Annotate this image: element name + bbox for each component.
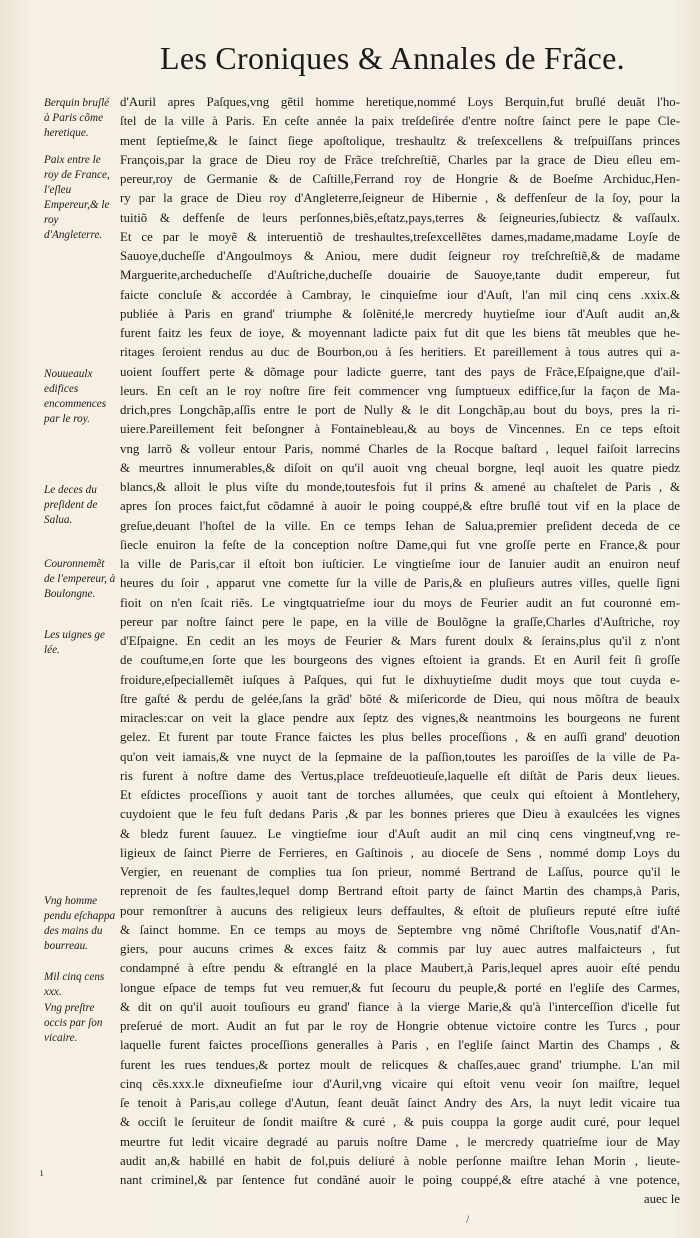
running-title: Les Croniques & Annales de Frãce. — [160, 40, 625, 76]
text-line: preſerué de mort. Audit an fut par le roy de Hongrie obtenue victoire contre les Turcs , pour — [120, 1019, 680, 1033]
text-line: & occiſt le ſeruiteur de ſondit maiſtre & curé , & puis couppa la gorge audit curé, pour lequel — [120, 1115, 680, 1130]
text-line: drich,pres Longchãp,aſſis entre le port de Nully & le dit Longchãp,au bout du boys, pres la ri- — [120, 403, 680, 417]
text-line: faicte concluſe & accordée à Cambray, le cinquieſme iour d'Auſt, l'an mil cinq cens .xxix.& — [120, 287, 680, 302]
text-line: ſiecle enuiron la feſte de la conception noſtre Dame,qui fut vne groſſe perte en France,& pour — [120, 537, 680, 552]
text-line: cuydoient que le feu fuſt dedans Paris ,& par les bonnes prieres que Dieu à exaulcées les vignes — [120, 807, 680, 822]
text-line: longue eſpace de temps fut veu remuer,& fut ſecouru du peuple,& porté en l'egliſe des Carmes, — [120, 980, 680, 995]
text-line: condampné à eſtre pendu & eſtranglé en la place Maubert,à Paris,lequel apres auoir eſté pendu — [120, 961, 680, 976]
text-line: nant criminel,& par ſentence fut condãné auoir le poing couppé,& eſtre ataché à vne potence, — [120, 1173, 680, 1187]
text-line: ſtre gaſté & perdu de gelée,ſans la grãd' bõté & miſericorde de Dieu, qui nous mõſtra de beaulx — [120, 691, 680, 706]
margin-note: Le deces du preſident de Salua. — [44, 484, 98, 526]
text-line: ris furent à noſtre dame des Vertus,place treſdeuotieuſe,laquelle eſt diſtãt de Paris deux lieues. — [120, 768, 680, 783]
text-line: audit an,& habillé en habit de fol,puis deliuré à noble perſonne maiſtre Iehan Morin , lieute- — [120, 1153, 680, 1168]
text-line: & meurtres innumerables,& diſoit on qu'il auoit vng cheual borgne, leql auoit les quatre piedz — [120, 460, 680, 475]
print-mark: ı — [40, 1165, 44, 1179]
margin-note: Les uignes ge lée. — [44, 629, 105, 656]
text-line: la ville de Paris,car il eſtoit bon iuſticier. Le vingtieſme iour de Ianuier audit an enuiron neuf — [120, 557, 680, 571]
text-line: ligieux de ſainct Pierre de Ferrieres, en Gaſtinois , au dioceſe de Sens , nommé domp Loys du — [120, 845, 680, 860]
text-line: cinq cẽs.xxx.le dixneufieſme iour d'Auril,vng vicaire qui eſtoit venu veoir ſon maiſtre, lequel — [120, 1076, 680, 1091]
text-line: furent les rues tendues,& portez moult de relicques & chaſſes,auec grand' triumphe. L'an mil — [120, 1057, 680, 1072]
text-line: publiée à Paris en grand' triumphe & ſolẽnité,le mercredy huytieſme iour d'Auſt audit an,& — [120, 306, 680, 321]
text-line: d'Auril apres Paſques,vng gẽtil homme heretique,nommé Loys Berquin,fut bruſlé deuãt l'ho- — [120, 95, 680, 109]
text-line: furent faitz les feux de ioye, & moyennant ladicte paix fut dit que les biens tãt meubles que he- — [120, 326, 680, 340]
text-line: pour remonſtrer à aucuns des religieux leurs deffaultes, & eſtoit de pluſieurs reputé eſtre iuſté — [120, 903, 680, 918]
text-line: fioit on n'en ſcait riẽs. Le vingtquatrieſme iour du moys de Feurier audit an fut couronné em- — [120, 595, 680, 610]
margin-note: Berquin bruſlé à Paris cõme heretique. — [44, 97, 110, 139]
text-line: pereur par noſtre ſainct pere le pape, en la ville de Boulõgne la graſſe,Charles d'Auſtriche, roy — [120, 614, 680, 629]
text-line: meurtre fut ledit vicaire degradé au paruis noſtre Dame , le mercredy quatrieſme iour de May — [120, 1134, 680, 1149]
text-line: heures du ſoir , apparut vne comette ſur la ville de Paris,& en pluſieurs autres villes, quelle ſigni — [120, 576, 680, 591]
margin-note: Vng homme pendu eſchappa des mains du bourreau. — [44, 895, 116, 952]
text-line: uiere.Pareillement feit beſongner à Fontainebleau,& au boys de Vincennes. En ce teps eſtoit — [120, 422, 680, 437]
text-line: qu'on veit iamais,& vne nuyct de la ſepmaine de la paſſion,toutes les paroiſſes de la ville de Pa- — [120, 749, 680, 764]
margin-note: Couronnemẽt de l'empereur, à Boulongne. — [44, 558, 116, 600]
text-line: François,par la grace de Dieu roy de Frãce treſchreſtiẽ, Charles par la grace de Dieu eſleu em- — [120, 152, 680, 167]
body-text — [120, 93, 680, 1210]
text-line: & dit on qu'il auoit touſiours eu grand' fiance à la vierge Marie,& qu'à l'interceſſion d'icelle fut — [120, 999, 680, 1014]
text-line: froidure,eſpeciallemẽt iuſques à Paſques, qui fut le dixhuytieſme dudit moys que tout cuyda e- — [120, 672, 680, 687]
text-line: ry par la grace de Dieu roy d'Angleterre,ſeigneur de Hibernie , & deffenſeur de la ſoy, pour la — [120, 191, 680, 206]
text-line: ſtel de la ville à Paris. En ceſte année la paix treſdeſirée d'entre noſtre ſainct pere le pape Cle- — [120, 114, 680, 129]
text-line: Et eſdictes proceſſions y auoit tant de torches allumées, que ceulx qui eſtoient à Montlehery, — [120, 788, 680, 802]
print-mark: / — [466, 1212, 470, 1226]
text-line: de couſtume,en ſorte que les bourgeons des vignes eſtoient ia grands. Et en Auril feit ſi groſſe — [120, 653, 680, 668]
text-line: vng larrõ & volleur entour Paris, nommé Charles de la Rocque baſtard , lequel faiſoit larrecins — [120, 441, 680, 456]
text-line: gelez. Et furent par toute France faictes les plus belles proceſſions , & en auſſi grand' deuotion — [120, 730, 680, 745]
text-line: miracles:car on veit la glace pendre aux ſeptz des vignes,& neantmoins les bourgeons ne furent — [120, 711, 680, 725]
text-line: laquelle furent faictes proceſſions generalles à Paris , en l'egliſe ſainct Martin des Champs , & — [120, 1038, 680, 1053]
margin-note: Nouueaulx edifices encommences par le roy. — [44, 368, 107, 425]
text-line: Marguerite,archeducheſſe d'Auſtriche,ducheſſe douairie de Sauoye,tante dudit empereur, fut — [120, 268, 680, 283]
text-line: ritages ſeroient rendus au duc de Bourbon,ou à ſes heritiers. Et pareillement à tous autres qui a- — [120, 345, 680, 360]
text-line: & ſainct homme. En ce temps au moys de Septembre vng nõmé Chriſtofle Vous,natif d'An- — [120, 922, 680, 937]
text-line: greſue,deuant l'hoſtel de la ville. En ce temps Iehan de Salua,premier preſident deceda de ce — [120, 518, 680, 533]
text-line: Vergier, en reuenant de complies tua ſon prieur, nommé Bertrand de Laſſus, pource qu'il le — [120, 865, 680, 879]
margin-note: Mil cinq cens xxx. — [44, 971, 105, 998]
text-line: Sauoye,ducheſſe d'Angoulmoys & Aniou, mere dudit ſeigneur roy treſchreſtiẽ,& de madame — [120, 249, 680, 263]
margin-note: Paix entre le roy de France, l'eſleu Empereur,& le roy d'Angleterre. — [44, 154, 110, 241]
text-line: d'Eſpaigne. En cedit an les moys de Feurier & Mars furent doulx & ſerains,plus qu'il z n'ont — [120, 634, 680, 648]
text-line: giers, pour aucuns crimes & exces faitz & commis par luy auec autres malfaicteurs , fut — [120, 942, 680, 956]
text-line: auec le — [643, 1192, 680, 1207]
text-line: & bledz furent ſauuez. Le vingtieſme iour d'Auſt audit an mil cinq cens vingtneuf,vng re- — [120, 826, 680, 841]
text-line: uoient ſouffert perte & dõmage pour ladicte guerre, tant des pays de Frãce,Eſpaigne,que d'ail- — [120, 364, 680, 379]
text-line: Et ce par le moyẽ & interuentiõ de treshaultes,treſexcellẽtes dames,madame,madame Loyſe de — [120, 229, 680, 244]
text-line: leurs. En ceſt an le roy noſtre ſire feit commencer vng ſumptueux ediffice,ſur la façon de Ma- — [120, 383, 680, 398]
text-line: pereur,roy de Germanie & de Caſtille,Ferrand roy de Hongrie & de Boeſme Archiduc,Hen- — [120, 172, 680, 186]
text-line: tuitiõ & deffenſe de leurs perſonnes,biẽs,eſtatz,pays,terres & ſeigneuries,ſubiectz & vaſſaulx. — [120, 210, 680, 225]
text-line: apres ſon proces faict,fut cõdamné à auoir le poing couppé,& eſtre bruſlé tout vif en la place de — [120, 499, 680, 514]
margin-note: Vng preſtre occis par ſon vicaire. — [44, 1002, 103, 1044]
text-line: ment ſeptieſme,& le ſainct ſiege apoſtolique, treshaultz & treſexcellens & treſpuiſſans princes — [120, 133, 680, 148]
text-line: ſe tenoit à Paris,au college d'Autun, ſeant deuãt ſainct Andry des Ars, la nuyt ledit vicaire tua — [120, 1096, 680, 1110]
text-line: blancs,& alloit le plus viſte du monde,toutesfois fut il prins & amené au chaſtelet de Paris , & — [120, 480, 680, 494]
text-line: reprenoit de ſes faultes,lequel domp Bertrand eſtoit party de ſainct Martin des champs,à Paris, — [120, 884, 680, 899]
